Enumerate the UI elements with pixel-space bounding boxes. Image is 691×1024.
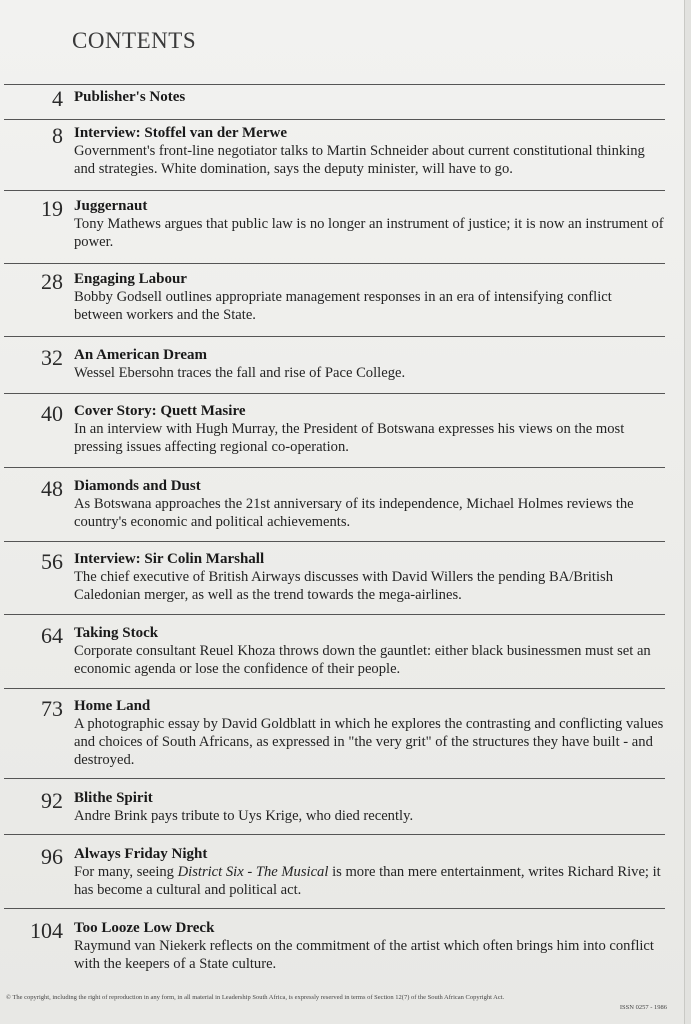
entry-description: As Botswana approaches the 21st anniversary of its independence, Michael Holmes reviews the country's economic and political achievements. — [74, 496, 634, 530]
page-number: 40 — [41, 401, 63, 426]
entry-title[interactable]: Blithe Spirit — [74, 790, 153, 806]
description-text: is more than mere entertainment, writes Richard Rive; it has become a cultural and political act. — [74, 864, 661, 898]
page-number: 32 — [41, 345, 63, 370]
entry-description: Bobby Godsell outlines appropriate management responses in an era of intensifying conflict between workers and the State. — [74, 289, 612, 323]
entry-description — [74, 863, 664, 899]
entry-title[interactable]: Engaging Labour — [74, 271, 187, 287]
divider — [4, 834, 665, 835]
entry-description: The chief executive of British Airways discusses with David Willers the pending BA/British Caledonian merger, as well as the trend towards the mega-airlines. — [74, 569, 614, 603]
page-number: 8 — [52, 123, 63, 148]
entry-title[interactable]: Too Looze Low Dreck — [74, 920, 215, 936]
entry-title[interactable]: Interview: Sir Colin Marshall — [74, 551, 265, 567]
issn-number: ISSN 0257 - 1986 — [619, 1004, 667, 1011]
divider — [4, 688, 665, 689]
page-title: CONTENTS — [72, 28, 197, 53]
entry-title[interactable]: Juggernaut — [74, 198, 148, 214]
divider — [4, 778, 665, 779]
entry-title[interactable]: An American Dream — [74, 347, 208, 363]
entry-description: Andre Brink pays tribute to Uys Krige, who died recently. — [74, 808, 414, 824]
page-number: 56 — [41, 549, 63, 574]
divider — [4, 541, 665, 542]
page-number: 28 — [41, 269, 63, 294]
entry-description: In an interview with Hugh Murray, the President of Botswana expresses his views on the most pressing issues affecting regional co-operation. — [74, 421, 625, 455]
entry-title[interactable]: Publisher's Notes — [74, 89, 186, 105]
copyright-notice: © The copyright, including the right of reproduction in any form, in all material in Leadership South Africa, is expressly reserved in terms of Section 12(7) of the South African Copyright Act. — [6, 994, 505, 1001]
page-number: 48 — [41, 476, 63, 501]
divider — [4, 263, 665, 264]
entry-title[interactable]: Taking Stock — [74, 625, 159, 641]
page-number: 96 — [41, 844, 63, 869]
divider — [4, 84, 665, 85]
page-number: 73 — [41, 696, 63, 721]
divider — [4, 467, 665, 468]
entry-description: A photographic essay by David Goldblatt in which he explores the contrasting and conflicting values and choices of South Africans, as expressed in "the very grit" of the structures they have built - and destroyed. — [74, 716, 664, 768]
page-edge — [684, 0, 691, 1024]
entry-description: Raymund van Niekerk reflects on the commitment of the artist which often brings him into conflict with the keepers of a State culture. — [74, 938, 654, 972]
page-number: 4 — [52, 86, 63, 111]
entry-description: Wessel Ebersohn traces the fall and rise of Pace College. — [74, 365, 406, 381]
divider — [4, 190, 665, 191]
divider — [4, 336, 665, 337]
page-number: 64 — [41, 623, 63, 648]
description-text: For many, seeing — [74, 864, 178, 880]
entry-description: Tony Mathews argues that public law is no longer an instrument of justice; it is now an instrument of power. — [74, 216, 664, 250]
entry-title[interactable]: Interview: Stoffel van der Merwe — [74, 125, 287, 141]
divider — [4, 393, 665, 394]
divider — [4, 614, 665, 615]
page-number: 92 — [41, 788, 63, 813]
page-number: 19 — [41, 196, 63, 221]
entry-description: Corporate consultant Reuel Khoza throws down the gauntlet: either black businessmen must set an economic agenda or lose the confidence of their people. — [74, 643, 651, 677]
page-number: 104 — [30, 918, 63, 943]
description-italic-title: District Six - The Musical — [177, 864, 329, 880]
entry-description: Government's front-line negotiator talks to Martin Schneider about current constitutional thinking and strategies. White domination, says the deputy minister, will have to go. — [74, 143, 645, 177]
divider — [4, 908, 665, 909]
divider — [4, 119, 665, 120]
entry-title[interactable]: Diamonds and Dust — [74, 478, 201, 494]
entry-title[interactable]: Cover Story: Quett Masire — [74, 403, 246, 419]
entry-title[interactable]: Always Friday Night — [74, 846, 208, 862]
entry-title[interactable]: Home Land — [74, 698, 151, 714]
